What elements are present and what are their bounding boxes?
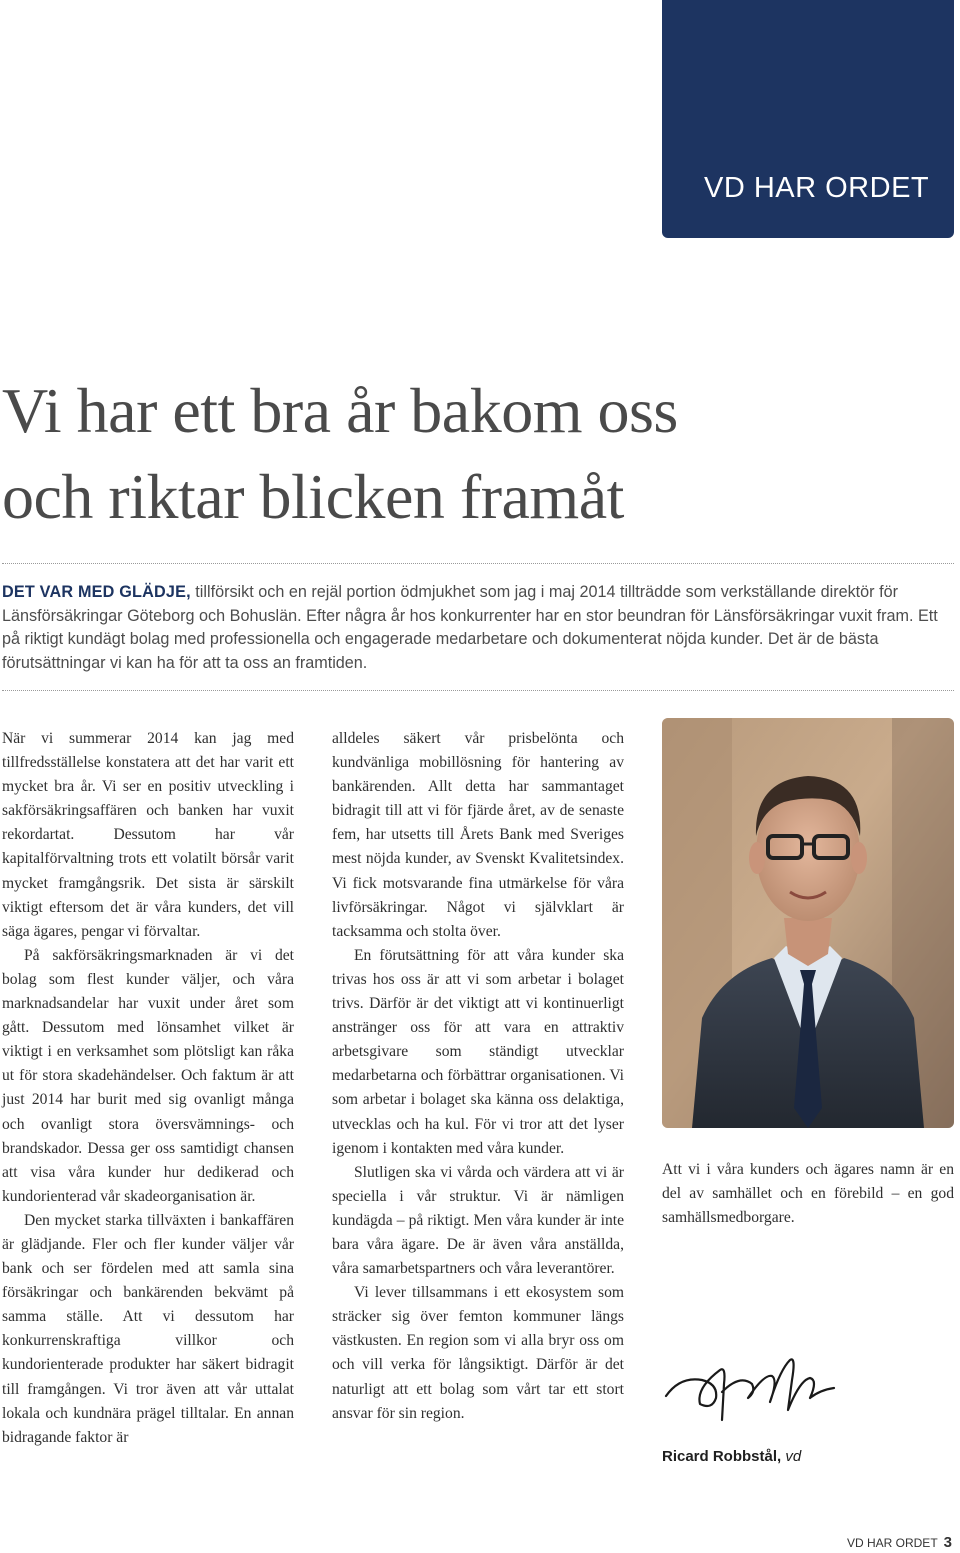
body-column-1 bbox=[2, 727, 294, 1450]
signatory-name: Ricard Robbstål, bbox=[662, 1448, 782, 1465]
col2-paragraph: Slutligen ska vi vårda och värdera att vi är speciella i vår struktur. Vi är nämligen kundägda – på riktigt. Men våra kunder är inte bara våra ägare. De är även våra anställda, våra samarbetspartners och våra leverantörer. bbox=[332, 1163, 624, 1278]
headline-line-1: Vi har ett bra år bakom oss bbox=[2, 375, 678, 446]
handwritten-signature bbox=[660, 1340, 840, 1430]
col1-paragraph: Den mycket starka tillväxten i bankaffären är glädjande. Fler och fler kunder väljer vår bank och ser fördelen med att samla sina försäkringar och bankärenden bekvämt på samma ställe. Att vi dessutom har konkurrenskraftiga villkor och kundorienterade produkter har säkert bidragit till framgången. Vi tror även att vår uttalat lokala och kundnära prägel tilltalar. En annan bidragande faktor är bbox=[2, 1211, 294, 1446]
section-tab bbox=[662, 0, 954, 238]
divider-top bbox=[2, 563, 954, 564]
col1-paragraph: När vi summerar 2014 kan jag med tillfredsställelse konstatera att det har varit ett mycket bra år. Vi ser en positiv utveckling i sakförsäkringsaffären och banken har vuxit rekordartat. Dessutom har vår kapitalförvaltning trots ett volatilt börsår varit mycket framgångsrik. Det sista är särskilt viktigt eftersom det är våra kunders, det vill säga ägares, pengar vi förvaltar. bbox=[2, 730, 294, 940]
col1-paragraph: På sakförsäkringsmarknaden är vi det bolag som flest kunder väljer, och våra marknadsandelar har vuxit under året som gått. Dessutom med lönsamhet vilket är viktigt i en verksamhet som plötsligt kan råka ut för stora skadehändelser. Och faktum är att just 2014 har burit med sig ovanligt många och ovanligt stora översvämnings- och brandskador. Dessa ger oss samtidigt chansen att visa våra kunder hur dedikerad och kundorienterad vår skadeorganisation är. bbox=[2, 946, 294, 1205]
col2-paragraph: alldeles säkert vår prisbelönta och kundvänliga mobillösning för hantering av bankärenden. Allt detta har sammantaget bidragit till att vi för fjärde året, av de senaste fem, har utsetts till Årets Bank med Sveriges mest nöjda kunder, av Svenskt Kvalitetsindex. Vi fick motsvarande fina utmärkelse för våra livförsäkringar. Något vi självklart är tacksamma och stolta över. bbox=[332, 730, 624, 940]
lead-paragraph bbox=[2, 581, 954, 675]
col2-paragraph: Vi lever tillsammans i ett ekosystem som sträcker sig över femton kommuner längs västkusten. En region som vi alla bryr oss om och vill verka för långsiktigt. Därför är det naturligt att ett bolag som vårt tar ett stort ansvar för sin region. bbox=[332, 1284, 624, 1422]
portrait-illustration bbox=[662, 718, 954, 1128]
signature-graphic bbox=[660, 1340, 840, 1430]
divider-bottom bbox=[2, 690, 954, 691]
section-tab-label: VD HAR ORDET bbox=[704, 172, 930, 204]
signatory bbox=[662, 1448, 801, 1465]
page-headline bbox=[2, 368, 952, 540]
lead-text: tillförsikt och en rejäl portion ödmjukhet som jag i maj 2014 tillträdde som verkställande direktör för Länsförsäkringar Göteborg och Bohuslän. Efter några år hos konkurrenter har en stor beundran för Länsförsäkringar vuxit fram. Ett på riktigt kundägt bolag med professionella och engagerade medarbetare och dokumenterat nöjda kunder. Det är de bästa förutsättningar vi kan ha för att ta oss an framtiden. bbox=[2, 583, 938, 672]
lead-strong: DET VAR MED GLÄDJE, bbox=[2, 583, 191, 601]
page-number: 3 bbox=[943, 1534, 952, 1551]
col2-paragraph: En förutsättning för att våra kunder ska trivas hos oss är att vi som arbetar i bolaget trivs. Därför är det viktigt att vi kontinuerligt anstränger oss för att vara en attraktiv arbetsgivare som ständigt utvecklar medarbetarna och förbättrar organisationen. Vi som arbetar i bolaget ska känna oss delaktiga, utvecklas och ha kul. För vi tror att det lyser igenom i kontakten med våra kunder. bbox=[332, 946, 624, 1157]
page-footer bbox=[847, 1534, 952, 1551]
body-column-2 bbox=[332, 727, 624, 1426]
photo-caption: Att vi i våra kunders och ägares namn är en del av samhället och en förebild – en god samhällsmedborgare. bbox=[662, 1161, 954, 1227]
footer-section: VD HAR ORDET bbox=[846, 1536, 938, 1550]
headline-line-2: och riktar blicken framåt bbox=[2, 461, 624, 532]
ceo-portrait-photo bbox=[662, 718, 954, 1128]
signatory-title: vd bbox=[785, 1448, 802, 1465]
